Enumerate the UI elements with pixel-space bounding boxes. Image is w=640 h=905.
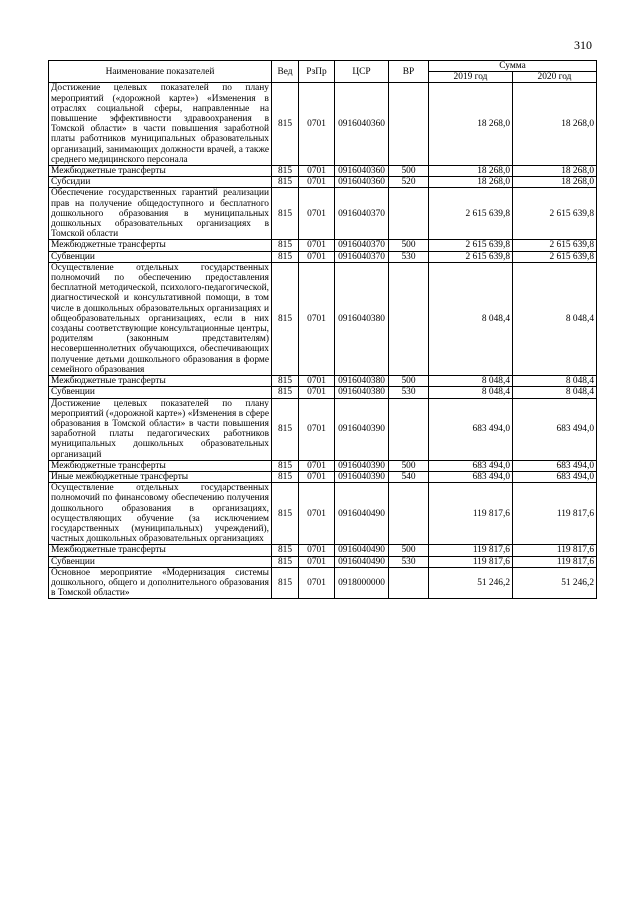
cell-csr: 0916040360 [335, 166, 389, 177]
header-year-2020: 2020 год [513, 72, 597, 83]
cell-name: Осуществление отдельных государственных полномочий по обеспечению предоставления бесплатной методической, психолого-педагогической, диагностической и консультативной помощи, в том числе в дошкольных образовательных организациях и общеобразовательных организациях, если в них созданы соответствующие консультационные центры, родителям (законным представителям) несовершеннолетних обучающихся, обеспечивающих получение детьми дошкольного образования в форме семейного образования [49, 262, 272, 375]
cell-ved: 815 [272, 240, 299, 251]
cell-ved: 815 [272, 251, 299, 262]
cell-csr: 0916040380 [335, 387, 389, 398]
cell-2020: 683 494,0 [513, 471, 597, 482]
cell-2020: 18 268,0 [513, 83, 597, 166]
cell-csr: 0916040490 [335, 483, 389, 545]
cell-rzpr: 0701 [299, 387, 335, 398]
cell-ved: 815 [272, 376, 299, 387]
cell-name: Иные межбюджетные трансферты [49, 471, 272, 482]
cell-2020: 8 048,4 [513, 387, 597, 398]
cell-ved: 815 [272, 545, 299, 556]
cell-ved: 815 [272, 556, 299, 567]
table-row [49, 240, 597, 251]
cell-ved: 815 [272, 166, 299, 177]
cell-ved: 815 [272, 471, 299, 482]
cell-rzpr: 0701 [299, 177, 335, 188]
cell-2019: 119 817,6 [429, 556, 513, 567]
cell-vr [389, 188, 429, 240]
cell-ved: 815 [272, 460, 299, 471]
cell-2020: 119 817,6 [513, 556, 597, 567]
cell-2019: 18 268,0 [429, 177, 513, 188]
cell-2020: 119 817,6 [513, 483, 597, 545]
cell-2020: 2 615 639,8 [513, 251, 597, 262]
cell-rzpr: 0701 [299, 83, 335, 166]
cell-ved: 815 [272, 262, 299, 375]
cell-2019: 18 268,0 [429, 166, 513, 177]
table-row [49, 83, 597, 166]
cell-csr: 0916040390 [335, 460, 389, 471]
cell-vr [389, 83, 429, 166]
header-name: Наименование показателей [49, 61, 272, 83]
cell-rzpr: 0701 [299, 483, 335, 545]
cell-name: Субвенции [49, 251, 272, 262]
cell-name: Межбюджетные трансферты [49, 376, 272, 387]
table-row [49, 556, 597, 567]
header-sum: Сумма [429, 61, 597, 72]
cell-ved: 815 [272, 398, 299, 460]
budget-table [48, 60, 597, 599]
cell-rzpr: 0701 [299, 545, 335, 556]
cell-2020: 51 246,2 [513, 567, 597, 599]
cell-vr [389, 262, 429, 375]
cell-csr: 0916040390 [335, 398, 389, 460]
cell-2020: 8 048,4 [513, 376, 597, 387]
cell-2019: 51 246,2 [429, 567, 513, 599]
table-row [49, 166, 597, 177]
table-body [49, 83, 597, 599]
cell-2019: 8 048,4 [429, 262, 513, 375]
cell-2020: 18 268,0 [513, 177, 597, 188]
cell-2019: 18 268,0 [429, 83, 513, 166]
table-row [49, 471, 597, 482]
cell-vr: 500 [389, 166, 429, 177]
cell-vr: 500 [389, 460, 429, 471]
cell-ved: 815 [272, 567, 299, 599]
table-row [49, 483, 597, 545]
cell-name: Субвенции [49, 387, 272, 398]
page-number: 310 [574, 38, 592, 52]
cell-vr: 530 [389, 556, 429, 567]
cell-ved: 815 [272, 83, 299, 166]
cell-csr: 0916040380 [335, 376, 389, 387]
cell-vr: 540 [389, 471, 429, 482]
cell-2020: 119 817,6 [513, 545, 597, 556]
table-row [49, 398, 597, 460]
table-row [49, 188, 597, 240]
cell-csr: 0916040360 [335, 177, 389, 188]
cell-csr: 0916040370 [335, 251, 389, 262]
cell-ved: 815 [272, 483, 299, 545]
cell-rzpr: 0701 [299, 460, 335, 471]
cell-name: Субсидии [49, 177, 272, 188]
cell-2019: 119 817,6 [429, 483, 513, 545]
cell-2020: 683 494,0 [513, 398, 597, 460]
cell-rzpr: 0701 [299, 567, 335, 599]
cell-name: Межбюджетные трансферты [49, 460, 272, 471]
cell-vr: 500 [389, 545, 429, 556]
cell-csr: 0918000000 [335, 567, 389, 599]
cell-ved: 815 [272, 188, 299, 240]
cell-2019: 119 817,6 [429, 545, 513, 556]
cell-rzpr: 0701 [299, 251, 335, 262]
table-row [49, 545, 597, 556]
cell-name: Межбюджетные трансферты [49, 166, 272, 177]
header-rzpr: РзПр [299, 61, 335, 83]
cell-2019: 683 494,0 [429, 398, 513, 460]
cell-csr: 0916040370 [335, 188, 389, 240]
cell-name: Субвенции [49, 556, 272, 567]
cell-rzpr: 0701 [299, 188, 335, 240]
cell-name: Достижение целевых показателей по плану мероприятий («дорожной карте») «Изменения в отраслях социальной сферы, направленные на повышение эффективности здравоохранения в Томской области» в части повышения заработной платы работников муниципальных образовательных организаций, занимающих должности врачей, а также среднего медицинского персонала [49, 83, 272, 166]
cell-rzpr: 0701 [299, 376, 335, 387]
header-year-2019: 2019 год [429, 72, 513, 83]
table-row [49, 460, 597, 471]
cell-2020: 2 615 639,8 [513, 240, 597, 251]
cell-vr: 500 [389, 240, 429, 251]
header-ved: Вед [272, 61, 299, 83]
cell-vr [389, 567, 429, 599]
cell-csr: 0916040490 [335, 545, 389, 556]
table-row [49, 251, 597, 262]
table-row [49, 376, 597, 387]
cell-2019: 8 048,4 [429, 387, 513, 398]
cell-2019: 2 615 639,8 [429, 188, 513, 240]
cell-ved: 815 [272, 177, 299, 188]
cell-name: Основное мероприятие «Модернизация системы дошкольного, общего и дополнительного образования в Томской области» [49, 567, 272, 599]
cell-2019: 683 494,0 [429, 460, 513, 471]
cell-csr: 0916040370 [335, 240, 389, 251]
cell-rzpr: 0701 [299, 556, 335, 567]
cell-name: Достижение целевых показателей по плану мероприятий («дорожной карте») «Изменения в сфере образования в Томской области» в части повышения заработной платы педагогических работников муниципальных дошкольных образовательных организаций [49, 398, 272, 460]
cell-vr: 500 [389, 376, 429, 387]
cell-2020: 8 048,4 [513, 262, 597, 375]
cell-name: Межбюджетные трансферты [49, 240, 272, 251]
cell-2020: 683 494,0 [513, 460, 597, 471]
cell-rzpr: 0701 [299, 166, 335, 177]
cell-csr: 0916040390 [335, 471, 389, 482]
header-vr: ВР [389, 61, 429, 83]
cell-name: Обеспечение государственных гарантий реализации прав на получение общедоступного и бесплатного дошкольного образования в муниципальных дошкольных образовательных организациях в Томской области [49, 188, 272, 240]
cell-rzpr: 0701 [299, 398, 335, 460]
header-csr: ЦСР [335, 61, 389, 83]
cell-csr: 0916040360 [335, 83, 389, 166]
cell-2019: 683 494,0 [429, 471, 513, 482]
cell-vr [389, 483, 429, 545]
cell-2020: 18 268,0 [513, 166, 597, 177]
cell-name: Межбюджетные трансферты [49, 545, 272, 556]
cell-vr: 530 [389, 387, 429, 398]
cell-vr [389, 398, 429, 460]
cell-rzpr: 0701 [299, 471, 335, 482]
table-row [49, 262, 597, 375]
cell-2019: 2 615 639,8 [429, 240, 513, 251]
cell-2019: 8 048,4 [429, 376, 513, 387]
cell-csr: 0916040380 [335, 262, 389, 375]
cell-name: Осуществление отдельных государственных полномочий по финансовому обеспечению получения дошкольного образования в организациях, осуществляющих обучение (за исключением государственных (муниципальных) учреждений), частных дошкольных образовательных организациях [49, 483, 272, 545]
table-row [49, 567, 597, 599]
cell-vr: 530 [389, 251, 429, 262]
cell-ved: 815 [272, 387, 299, 398]
table-row [49, 177, 597, 188]
cell-vr: 520 [389, 177, 429, 188]
cell-2019: 2 615 639,8 [429, 251, 513, 262]
cell-2020: 2 615 639,8 [513, 188, 597, 240]
table-row [49, 387, 597, 398]
cell-rzpr: 0701 [299, 240, 335, 251]
cell-rzpr: 0701 [299, 262, 335, 375]
cell-csr: 0916040490 [335, 556, 389, 567]
